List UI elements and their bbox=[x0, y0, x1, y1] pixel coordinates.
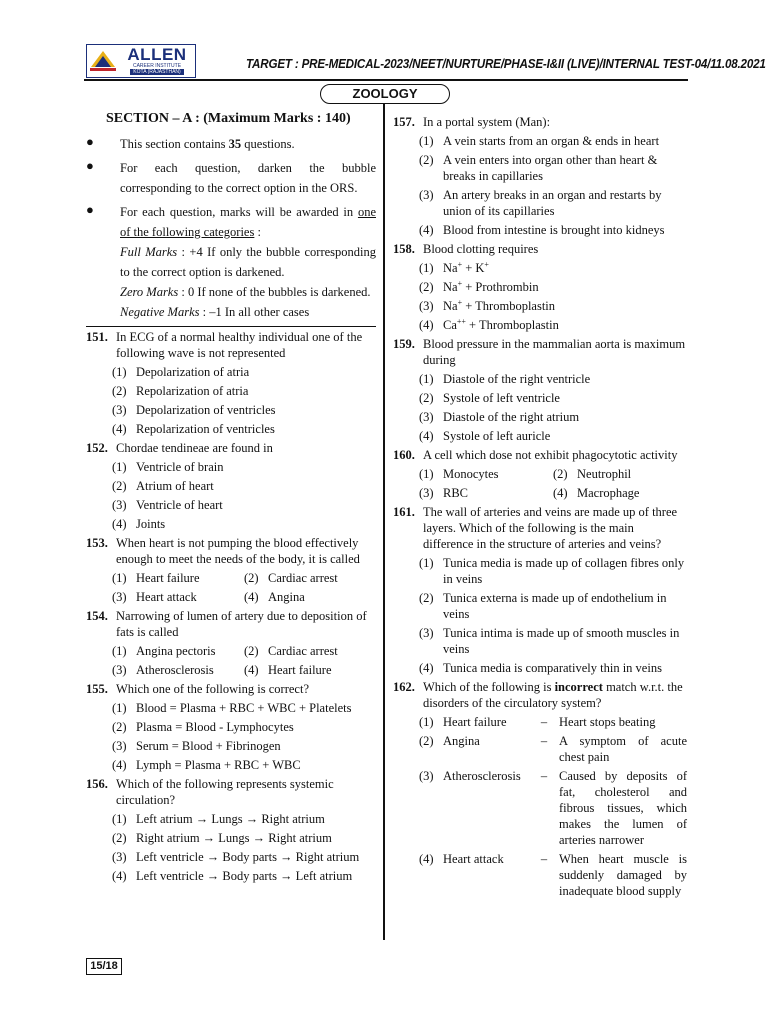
allen-logo bbox=[86, 44, 196, 78]
question-159: 159. Blood pressure in the mammalian aorta is maximum during (1) Diastole of the right ventricle (2) Systole of left ventricle (3) Diastole of the right atrium (4) Systole of left auricle bbox=[393, 337, 686, 443]
option: (1) Angina pectoris bbox=[112, 644, 216, 658]
question-157: 157. In a portal system (Man): (1) A vein starts from an organ & ends in heart (2) A vein enters into organ other than heart & breaks in capillaries (3) An artery breaks in an organ and restarts by union of its capillaries (4) Blood from intestine is brought into kidneys bbox=[393, 114, 687, 238]
question-text: Blood pressure in the mammalian aorta is maximum during bbox=[423, 337, 686, 367]
question-text: Which of the following represents systemic circulation? bbox=[116, 777, 334, 807]
option: (2) Tunica externa is made up of endothelium in veins bbox=[419, 591, 667, 621]
question-162: 162. Which of the following is incorrect match w.r.t. the disorders of the circulatory system? (1) Heart failure – Heart stops beating (2) Angina – A symptom of acute chest pain (3) Atherosclerosis – Caused by deposits of fat, cholesterol and fibrous tissues, which makes the lumen of arteries narrower (4) Heart attack – When heart muscle is suddenly damaged by inadequate blood supply bbox=[393, 680, 687, 898]
option: (4) Tunica media is comparatively thin in veins bbox=[419, 661, 662, 675]
question-158: 158. Blood clotting requires (1) Na+ + K+ (2) Na+ + Prothrombin (3) Na+ + Thromboplastin (4) Ca++ + Thromboplastin bbox=[393, 241, 687, 333]
bullet-icon: ● bbox=[86, 158, 94, 173]
option: (4) Ca++ + Thromboplastin bbox=[419, 316, 559, 332]
option: (4) Macrophage bbox=[553, 486, 640, 500]
option: (2) Cardiac arrest bbox=[244, 571, 338, 585]
option: (2) Cardiac arrest bbox=[244, 644, 338, 658]
match-option: (3) Atherosclerosis – Caused by deposits of fat, cholesterol and fibrous tissues, which makes the lumen of arteries narrower bbox=[419, 769, 687, 847]
option: (4) Repolarization of ventricles bbox=[112, 422, 275, 436]
question-text: The wall of arteries and veins are made up of three layers. Which of the following is the main difference in the structure of arteries and veins? bbox=[423, 505, 678, 551]
bullet-icon: ● bbox=[86, 134, 94, 149]
option: (3) An artery breaks in an organ and restarts by union of its capillaries bbox=[419, 188, 662, 218]
question-152: 152. Chordae tendineae are found in (1) Ventricle of brain (2) Atrium of heart (3) Ventricle of heart (4) Joints bbox=[86, 440, 376, 532]
option: (4) Lymph = Plasma + RBC + WBC bbox=[112, 758, 301, 772]
question-155: 155. Which one of the following is correct? (1) Blood = Plasma + RBC + WBC + Platelets (2) Plasma = Blood - Lymphocytes (3) Serum = Blood + Fibrinogen (4) Lymph = Plasma + RBC + WBC bbox=[86, 681, 376, 773]
question-text: Narrowing of lumen of artery due to deposition of fats is called bbox=[116, 609, 367, 639]
option: (3) Na+ + Thromboplastin bbox=[419, 297, 556, 313]
question-161: 161. The wall of arteries and veins are made up of three layers. Which of the following is the main difference in the structure of arteries and veins? (1) Tunica media is made up of collagen fibres only in veins (2) Tunica externa is made up of endothelium in veins (3) Tunica intima is made up of smooth muscles in veins (4) Tunica media is comparatively thin in veins bbox=[393, 504, 687, 676]
question-text: A cell which dose not exhibit phagocytotic activity bbox=[423, 448, 678, 462]
option: (4) Left ventricle → Body parts → Left atrium bbox=[112, 869, 353, 883]
option: (3) Left ventricle → Body parts → Right atrium bbox=[112, 850, 360, 864]
right-column bbox=[393, 114, 687, 902]
option: (4) Angina bbox=[244, 590, 305, 604]
question-151: 151. In ECG of a normal healthy individual one of the following wave is not represented (1) Depolarization of atria (2) Repolarization of atria (3) Depolarization of ventricles (4) Repolarization of ventricles bbox=[86, 329, 376, 437]
question-text: Which of the following is incorrect match w.r.t. the disorders of the circulatory system? bbox=[423, 680, 683, 710]
logo-emblem-icon bbox=[87, 45, 119, 77]
logo-subtitle: CAREER INSTITUTE bbox=[132, 63, 182, 69]
match-option: (1) Heart failure – Heart stops beating bbox=[419, 715, 656, 729]
header-rule bbox=[84, 79, 688, 81]
question-156: 156. Which of the following represents systemic circulation? (1) Left atrium → Lungs → Right atrium (2) Right atrium → Lungs → Right atrium (3) Left ventricle → Body parts → Right atrium (4) Left ventricle → Body parts → Left atrium bbox=[86, 776, 376, 884]
question-text: When heart is not pumping the blood effectively enough to meet the needs of the body, it is called bbox=[116, 536, 360, 566]
option: (1) A vein starts from an organ & ends in heart bbox=[419, 134, 660, 148]
option: (1) Ventricle of brain bbox=[112, 460, 224, 474]
option: (2) Repolarization of atria bbox=[112, 384, 249, 398]
option: (4) Joints bbox=[112, 517, 166, 531]
subject-title: ZOOLOGY bbox=[320, 84, 450, 104]
option: (4) Heart failure bbox=[244, 663, 332, 677]
option: (1) Depolarization of atria bbox=[112, 365, 250, 379]
option: (3) Ventricle of heart bbox=[112, 498, 223, 512]
question-text: Blood clotting requires bbox=[423, 242, 539, 256]
instruction-bullet: ● This section contains 35 questions. bbox=[86, 134, 376, 154]
option: (2) Atrium of heart bbox=[112, 479, 214, 493]
option: (3) Serum = Blood + Fibrinogen bbox=[112, 739, 281, 753]
target-line: TARGET : PRE-MEDICAL-2023/NEET/NURTURE/PHASE-I&II (LIVE)/INTERNAL TEST-04/11.08.2021 bbox=[246, 57, 766, 71]
question-text: In ECG of a normal healthy individual one of the following wave is not represented bbox=[116, 330, 363, 360]
option: (2) Neutrophil bbox=[553, 467, 632, 481]
option: (3) Atherosclerosis bbox=[112, 663, 214, 677]
question-text: Chordae tendineae are found in bbox=[116, 441, 273, 455]
logo-name: ALLEN bbox=[127, 45, 187, 64]
instruction-bullet: ● For each question, darken the bubble corresponding to the correct option in the ORS. bbox=[86, 158, 376, 198]
option: (2) Right atrium → Lungs → Right atrium bbox=[112, 831, 332, 845]
question-154: 154. Narrowing of lumen of artery due to deposition of fats is called (1) Angina pectoris (2) Cardiac arrest (3) Atherosclerosis (4) Heart failure bbox=[86, 608, 376, 678]
instruction-bullet: ● For each question, marks will be awarded in one of the following categories : Full Marks : +4 If only the bubble corresponding to the correct option is darkened. Zero Marks : 0 If none of the bubbles is darkened. Negative Marks : –1 In all other cases bbox=[86, 202, 376, 322]
option: (3) Diastole of the right atrium bbox=[419, 410, 580, 424]
left-column bbox=[86, 110, 376, 887]
logo-location: KOTA (RAJASTHAN) bbox=[130, 69, 183, 75]
section-title: SECTION – A : (Maximum Marks : 140) bbox=[106, 111, 351, 126]
column-divider bbox=[383, 104, 385, 940]
option: (3) Depolarization of ventricles bbox=[112, 403, 276, 417]
question-160: 160. A cell which dose not exhibit phagocytotic activity (1) Monocytes (2) Neutrophil (3) RBC (4) Macrophage bbox=[393, 447, 687, 501]
option: (3) Heart attack bbox=[112, 590, 197, 604]
option: (2) Systole of left ventricle bbox=[419, 391, 560, 405]
bullet-icon: ● bbox=[86, 202, 94, 217]
option: (1) Na+ + K+ bbox=[419, 259, 489, 275]
option: (1) Left atrium → Lungs → Right atrium bbox=[112, 812, 325, 826]
option: (1) Tunica media is made up of collagen fibres only in veins bbox=[419, 556, 685, 586]
question-text: In a portal system (Man): bbox=[423, 115, 551, 129]
question-text: Which one of the following is correct? bbox=[116, 682, 309, 696]
page-number: 15/18 bbox=[86, 958, 122, 975]
option: (1) Blood = Plasma + RBC + WBC + Platelets bbox=[112, 701, 352, 715]
option: (2) A vein enters into organ other than heart & breaks in capillaries bbox=[419, 153, 658, 183]
option: (3) RBC bbox=[419, 486, 469, 500]
option: (4) Blood from intestine is brought into kidneys bbox=[419, 223, 665, 237]
question-153: 153. When heart is not pumping the blood effectively enough to meet the needs of the body, it is called (1) Heart failure (2) Cardiac arrest (3) Heart attack (4) Angina bbox=[86, 535, 376, 605]
option: (1) Diastole of the right ventricle bbox=[419, 372, 591, 386]
match-option: (4) Heart attack – When heart muscle is suddenly damaged by inadequate blood supply bbox=[419, 852, 687, 898]
option: (2) Plasma = Blood - Lymphocytes bbox=[112, 720, 294, 734]
option: (1) Heart failure bbox=[112, 571, 200, 585]
option: (2) Na+ + Prothrombin bbox=[419, 278, 539, 294]
option: (4) Systole of left auricle bbox=[419, 429, 551, 443]
match-option: (2) Angina – A symptom of acute chest pain bbox=[419, 734, 687, 764]
option: (1) Monocytes bbox=[419, 467, 499, 481]
option: (3) Tunica intima is made up of smooth muscles in veins bbox=[419, 626, 680, 656]
section-rule bbox=[86, 326, 376, 327]
